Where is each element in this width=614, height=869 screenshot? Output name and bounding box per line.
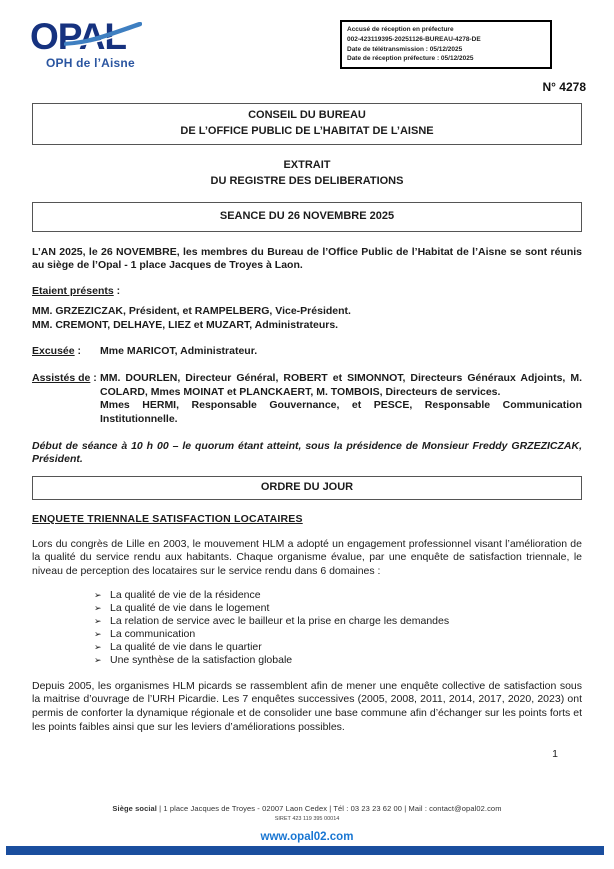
footer-address-details: | 1 place Jacques de Troyes - 02007 Laon Cedex | Tél : 03 23 23 62 00 | Mail : contact@opal02.com (156, 804, 502, 813)
footer-address (0, 804, 614, 813)
excused-label: Excusée (32, 345, 75, 358)
list-item-text: La relation de service avec le bailleur et la prise en charge les demandes (110, 614, 450, 627)
list-item (94, 628, 582, 641)
stamp-line: 002-423119395-20251126-BUREAU-4278-DE (347, 35, 481, 43)
footer-bar (6, 846, 604, 855)
arrow-bullet-icon: ➢ (94, 641, 102, 652)
present-line: MM. CREMONT, DELHAYE, LIEZ et MUZART, Administrateurs. (32, 319, 339, 332)
excused-label-cell (32, 345, 100, 359)
survey-domains-list (94, 589, 582, 667)
present-label: Etaient présents (32, 284, 114, 297)
colon-text: : (74, 345, 82, 358)
extract-line2: DU REGISTRE DES DELIBERATIONS (210, 174, 404, 187)
document-number: N° 4278 (542, 80, 586, 94)
arrow-bullet-icon: ➢ (94, 589, 102, 600)
assisted-paragraph: MM. DOURLEN, Directeur Général, ROBERT et SIMONNOT, Directeurs Généraux Adjoints, M. COLARD, Mmes MOINAT et PLANCKAERT, M. TOMBOIS, Directeurs de services. (100, 371, 582, 398)
stamp-line: Date de télétransmission : 05/12/2025 (347, 45, 463, 53)
section-heading: ENQUETE TRIENNALE SATISFACTION LOCATAIRES (32, 512, 303, 525)
extract-title (32, 158, 582, 190)
present-list (32, 304, 582, 332)
colon-text: : (90, 371, 97, 384)
assisted-label-cell (32, 372, 100, 427)
present-label-row (32, 281, 582, 299)
assisted-value (100, 372, 582, 427)
survey-intro-paragraph: Lors du congrès de Lille en 2003, le mouvement HLM a adopté un engagement professionnel visant l’amélioration de la qualité du service rendu aux habitants. Chaque organisme évalue, par une enquête de satisfaction triennale, le niveau de perception des locataires sur le service rendu dans 6 domaines : (32, 537, 582, 578)
document-content (32, 103, 582, 760)
assisted-label: Assistés de (32, 371, 91, 384)
excused-row (32, 345, 582, 359)
arrow-bullet-icon: ➢ (94, 654, 102, 665)
extract-line1: EXTRAIT (283, 158, 331, 171)
council-title-box (32, 103, 582, 145)
intro-paragraph: L’AN 2025, le 26 NOVEMBRE, les membres du Bureau de l’Office Public de l’Habitat de l’Aisne se sont réunis au siège de l’Opal - 1 place Jacques de Troyes à Laon. (32, 245, 582, 272)
prefecture-stamp (340, 20, 552, 69)
footer-website: www.opal02.com (260, 831, 354, 843)
logo-text: OPAL (30, 16, 127, 57)
arrow-bullet-icon: ➢ (94, 615, 102, 626)
present-line: MM. GRZEZICZAK, Président, et RAMPELBERG, Vice-Président. (32, 304, 351, 317)
stamp-line: Date de réception préfecture : 05/12/2025 (347, 55, 474, 63)
stamp-line: Accusé de réception en préfecture (347, 26, 454, 33)
list-item (94, 615, 582, 628)
logo-subtitle: OPH de l’Aisne (46, 56, 135, 70)
list-item (94, 602, 582, 615)
opal-logo (30, 18, 150, 70)
arrow-bullet-icon: ➢ (94, 628, 102, 639)
session-start-paragraph: Début de séance à 10 h 00 – le quorum étant atteint, sous la présidence de Monsieur Freddy GRZEZICZAK, Président. (32, 439, 582, 466)
council-title-line2: DE L’OFFICE PUBLIC DE L’HABITAT DE L’AISNE (180, 124, 434, 137)
list-item-text: La communication (110, 627, 196, 640)
agenda-title: ORDRE DU JOUR (260, 480, 354, 493)
list-item-text: La qualité de vie de la résidence (110, 588, 261, 601)
assisted-paragraph: Mmes HERMI, Responsable Gouvernance, et PESCE, Responsable Communication Institutionnelle. (100, 399, 582, 425)
assisted-row (32, 372, 582, 427)
arrow-bullet-icon: ➢ (94, 602, 102, 613)
footer-address-label: Siège social (112, 804, 157, 813)
list-item (94, 641, 582, 654)
list-item (94, 654, 582, 667)
page-number: 1 (552, 748, 558, 761)
council-title-line1: CONSEIL DU BUREAU (248, 109, 366, 121)
session-date: SEANCE DU 26 NOVEMBRE 2025 (219, 209, 395, 222)
wave-swoosh-icon (64, 22, 142, 48)
list-item-text: La qualité de vie dans le logement (110, 601, 270, 614)
regional-survey-paragraph: Depuis 2005, les organismes HLM picards se rassemblent afin de mener une enquête collective de satisfaction sous la maitrise d’ouvrage de l’URH Picardie. Les 7 enquêtes successives (2005, 2008, 2011, 2014, 2017, 2020, 2023) ont permis de conforter la dynamique régionale et de consolider une base commune afin d’échanger sur les points forts et les points faibles ainsi que sur les leviers d’améliorations possibles. (32, 679, 582, 733)
list-item (94, 589, 582, 602)
excused-value: Mme MARICOT, Administrateur. (100, 345, 258, 358)
list-item-text: Une synthèse de la satisfaction globale (110, 653, 293, 666)
agenda-title-box (32, 476, 582, 500)
colon-text: : (113, 284, 121, 297)
session-title-box (32, 202, 582, 232)
list-item-text: La qualité de vie dans le quartier (110, 640, 262, 653)
logo-wordmark (30, 18, 150, 55)
footer-siret: SIRET 423 119 395 00014 (274, 816, 340, 822)
